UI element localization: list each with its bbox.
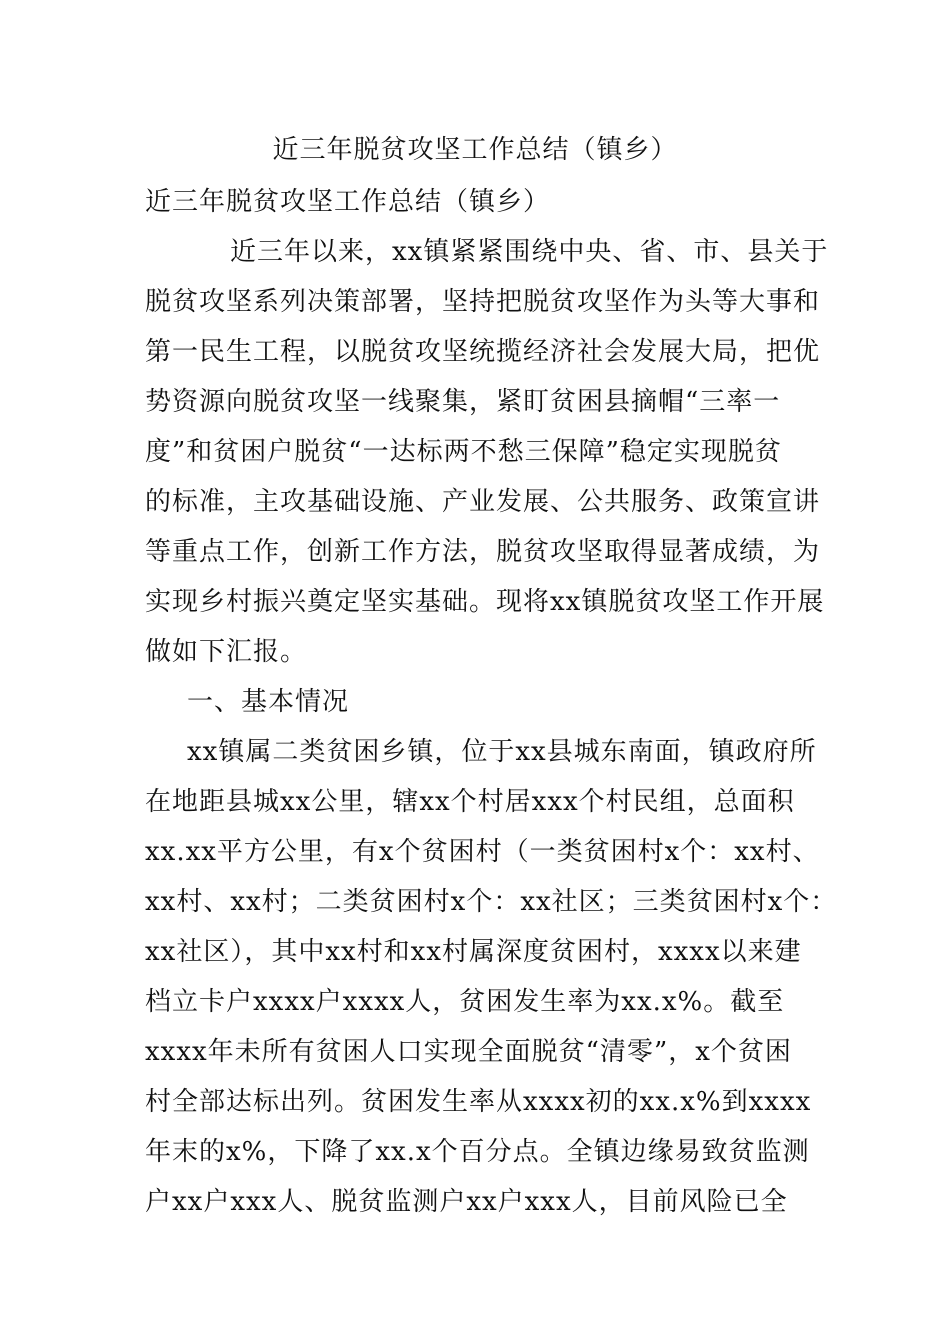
intro-line: 做如下汇报。 (145, 637, 308, 667)
intro-line: 的标准，主攻基础设施、产业发展、公共服务、政策宣讲 (145, 487, 821, 517)
intro-line: 等重点工作，创新工作方法，脱贫攻坚取得显著成绩，为 (145, 537, 821, 567)
document-title: 近三年脱贫攻坚工作总结（镇乡） (272, 135, 678, 165)
body-line: xxxx年未所有贫困人口实现全面脱贫“清零”，x个贫困 (145, 1037, 792, 1067)
body-line: xx镇属二类贫困乡镇，位于xx县城东南面，镇政府所 (187, 737, 817, 767)
body-line: 年末的x%，下降了xx.x个百分点。全镇边缘易致贫监测 (145, 1137, 810, 1167)
body-line: 村全部达标出列。贫困发生率从xxxx初的xx.x%到xxxx (145, 1087, 812, 1117)
body-line: 档立卡户xxxx户xxxx人，贫困发生率为xx.x%。截至 (145, 987, 785, 1017)
body-line: 户xx户xxx人、脱贫监测户xx户xxx人，目前风险已全 (145, 1187, 788, 1217)
intro-line: 势资源向脱贫攻坚一线聚集，紧盯贫困县摘帽“三率一 (145, 387, 781, 417)
body-line: xx村、xx村；二类贫困村x个：xx社区；三类贫困村x个： (145, 887, 838, 917)
intro-line: 度”和贫困户脱贫“一达标两不愁三保障”稳定实现脱贫 (145, 437, 782, 467)
intro-line: 脱贫攻坚系列决策部署，坚持把脱贫攻坚作为头等大事和 (145, 287, 821, 317)
body-line: 在地距县城xx公里，辖xx个村居xxx个村民组，总面积 (145, 787, 795, 817)
section-heading: 一、基本情况 (187, 687, 350, 717)
document-subtitle: 近三年脱贫攻坚工作总结（镇乡） (145, 187, 551, 217)
intro-line: 第一民生工程，以脱贫攻坚统揽经济社会发展大局，把优 (145, 337, 821, 367)
body-line: xx社区），其中xx村和xx村属深度贫困村，xxxx以来建 (145, 937, 802, 967)
intro-line: 近三年以来，xx镇紧紧围绕中央、省、市、县关于 (230, 237, 829, 267)
body-line: xx.xx平方公里，有x个贫困村（一类贫困村x个：xx村、 (145, 837, 820, 867)
intro-line: 实现乡村振兴奠定坚实基础。现将xx镇脱贫攻坚工作开展 (145, 587, 825, 617)
